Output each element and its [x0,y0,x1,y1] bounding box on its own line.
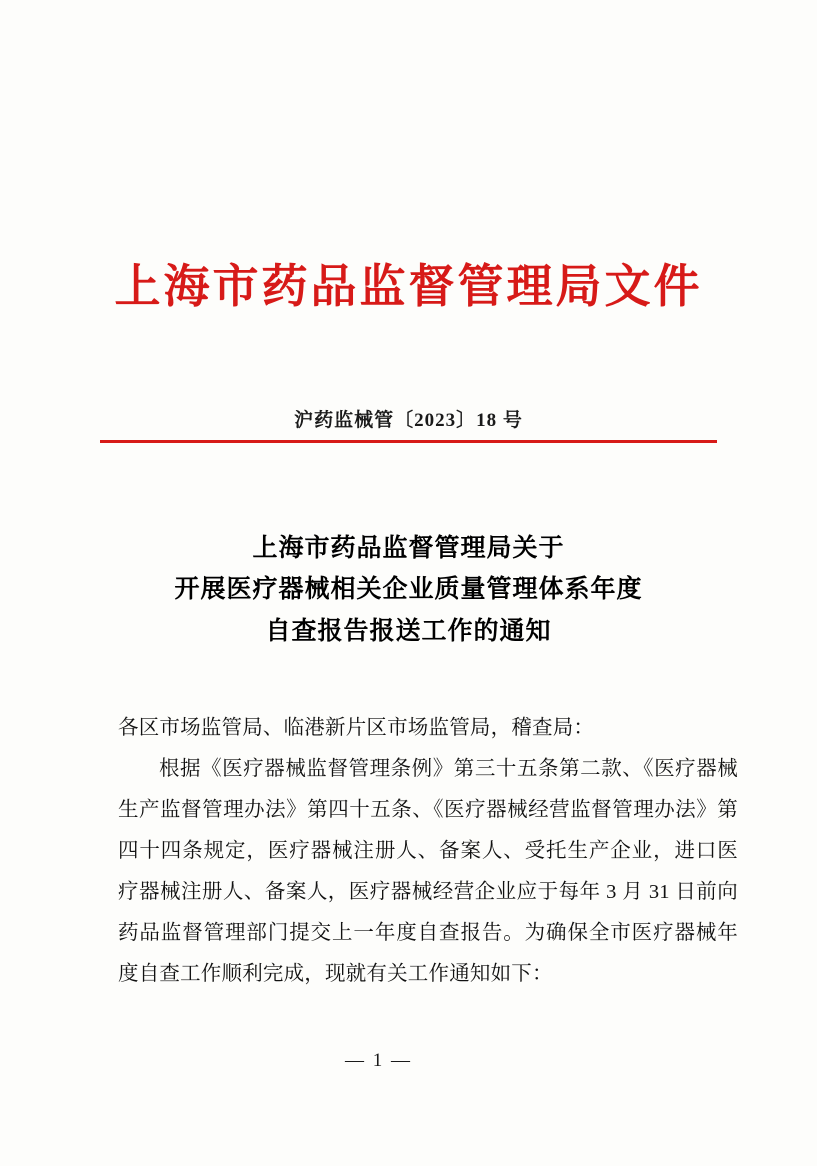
body-paragraph-1: 根据《医疗器械监督管理条例》第三十五条第二款、《医疗器械生产监督管理办法》第四十五条、《医疗器械经营监督管理办法》第四十四条规定，医疗器械注册人、备案人、受托生产企业，进口医疗器械注册人、备案人，医疗器械经营企业应于每年 3 月 31 日前向药品监督管理部门提交上一年度自查报告。为确保全市医疗器械年度自查工作顺利完成，现就有关工作通知如下： [118,758,738,985]
salutation: 各区市场监管局、临港新片区市场监管局，稽查局： [118,717,595,739]
document-body [118,708,738,995]
document-title-line-3: 自查报告报送工作的通知 [265,617,552,645]
document-header [0,262,817,313]
issuing-authority-title: 上海市药品监督管理局文件 [114,261,703,312]
page-number: — 1 — [345,1050,412,1071]
document-title-line-1: 上海市药品监督管理局关于 [252,535,565,562]
document-title [108,528,709,652]
document-title-line-2: 开展医疗器械相关企业质量管理体系年度 [174,576,643,604]
red-divider-rule [100,440,717,443]
document-number: 沪药监械管〔2023〕18 号 [294,410,523,431]
